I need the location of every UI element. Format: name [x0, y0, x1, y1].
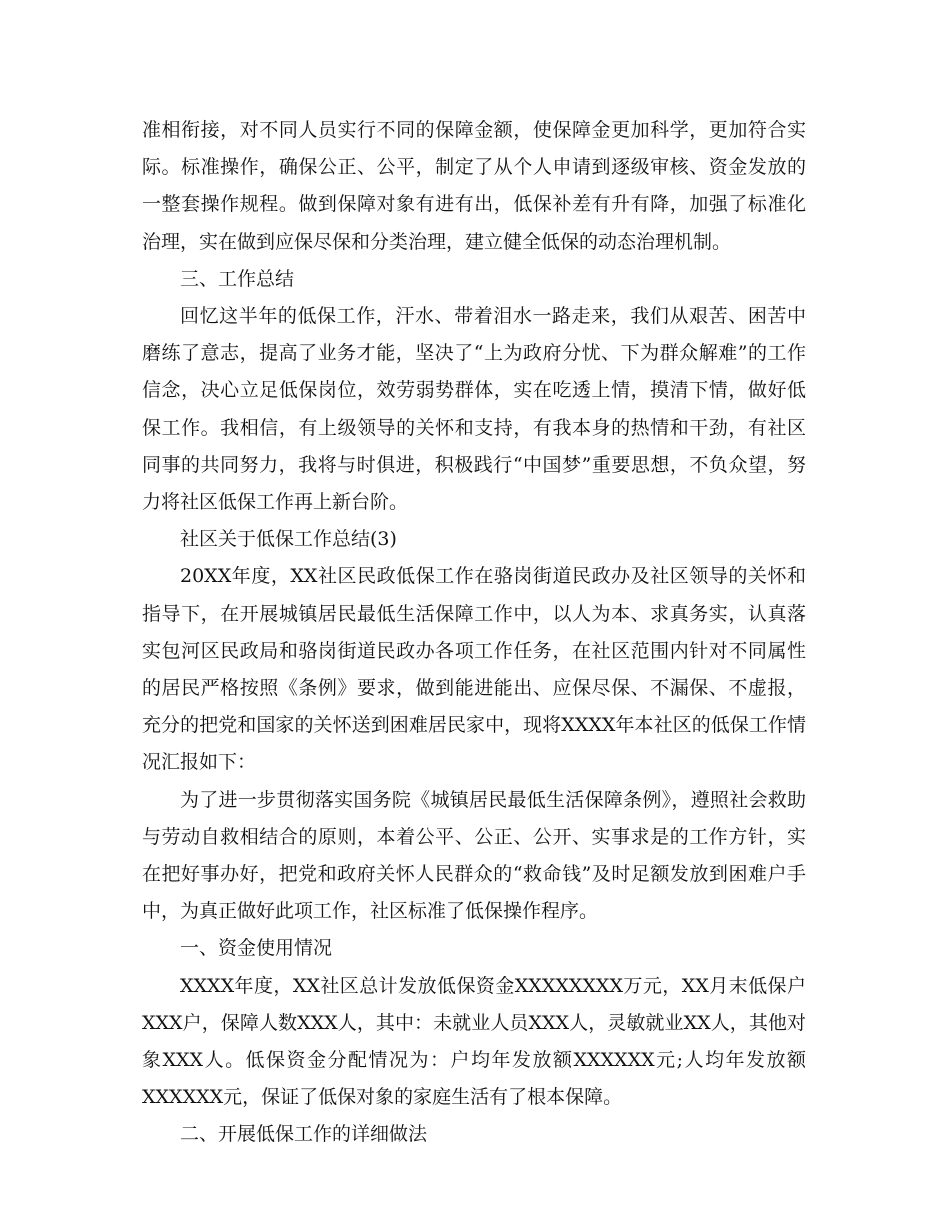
- section-heading-detailed-practices: 二、开展低保工作的详细做法: [180, 1123, 428, 1146]
- paragraph-2: 回忆这半年的低保工作，汗水、带着泪水一路走来，我们从艰苦、困苦中磨练了意志，提高了业务才能，坚决了“上为政府分忧、下为群众解难”的工作信念，决心立足低保岗位，效劳弱势群体，实在吃透上情，摸清下情，做好低保工作。我相信，有上级领导的关怀和支持，有我本身的热情和干劲，有社区同事的共同努力，我将与时俱进，积极践行“中国梦”重要思想，不负众望，努力将社区低保工作再上新台阶。: [142, 305, 806, 514]
- paragraph-3: 20XX年度，XX社区民政低保工作在骆岗街道民政办及社区领导的关怀和指导下，在开展城镇居民最低生活保障工作中，以人为本、求真务实，认真落实包河区民政局和骆岗街道民政办各项工作任务，在社区范围内针对不同属性的居民严格按照《条例》要求，做到能进能出、应保尽保、不漏保、不虚报，充分的把党和国家的关怀送到困难居民家中，现将XXXX年本社区的低保工作情况汇报如下：: [142, 565, 806, 774]
- section-title-community-summary: 社区关于低保工作总结(3): [180, 528, 397, 551]
- paragraph-1: 准相衔接，对不同人员实行不同的保障金额，使保障金更加科学，更加符合实际。标准操作，确保公正、公平，制定了从个人申请到逐级审核、资金发放的一整套操作规程。做到保障对象有进有出，低保补差有升有降，加强了标准化治理，实在做到应保尽保和分类治理，建立健全低保的动态治理机制。: [142, 119, 806, 253]
- section-heading-work-summary: 三、工作总结: [180, 267, 295, 290]
- paragraph-5: XXXX年度，XX社区总计发放低保资金XXXXXXXX万元，XX月末低保户XXX户，保障人数XXX人，其中：未就业人员XXX人，灵敏就业XX人，其他对象XXX人。低保资金分配情况为：户均年发放额XXXXXX元;人均年发放额XXXXXX元，保证了低保对象的家庭生活有了根本保障。: [142, 974, 806, 1109]
- paragraph-4: 为了进一步贯彻落实国务院《城镇居民最低生活保障条例》，遵照社会救助与劳动自救相结合的原则，本着公平、公正、公开、实事求是的工作方针，实在把好事办好，把党和政府关怀人民群众的“救命钱”及时足额发放到困难户手中，为真正做好此项工作，社区标准了低保操作程序。: [142, 788, 806, 923]
- document-body: [142, 112, 806, 1154]
- section-heading-fund-usage: 一、资金使用情况: [180, 937, 333, 960]
